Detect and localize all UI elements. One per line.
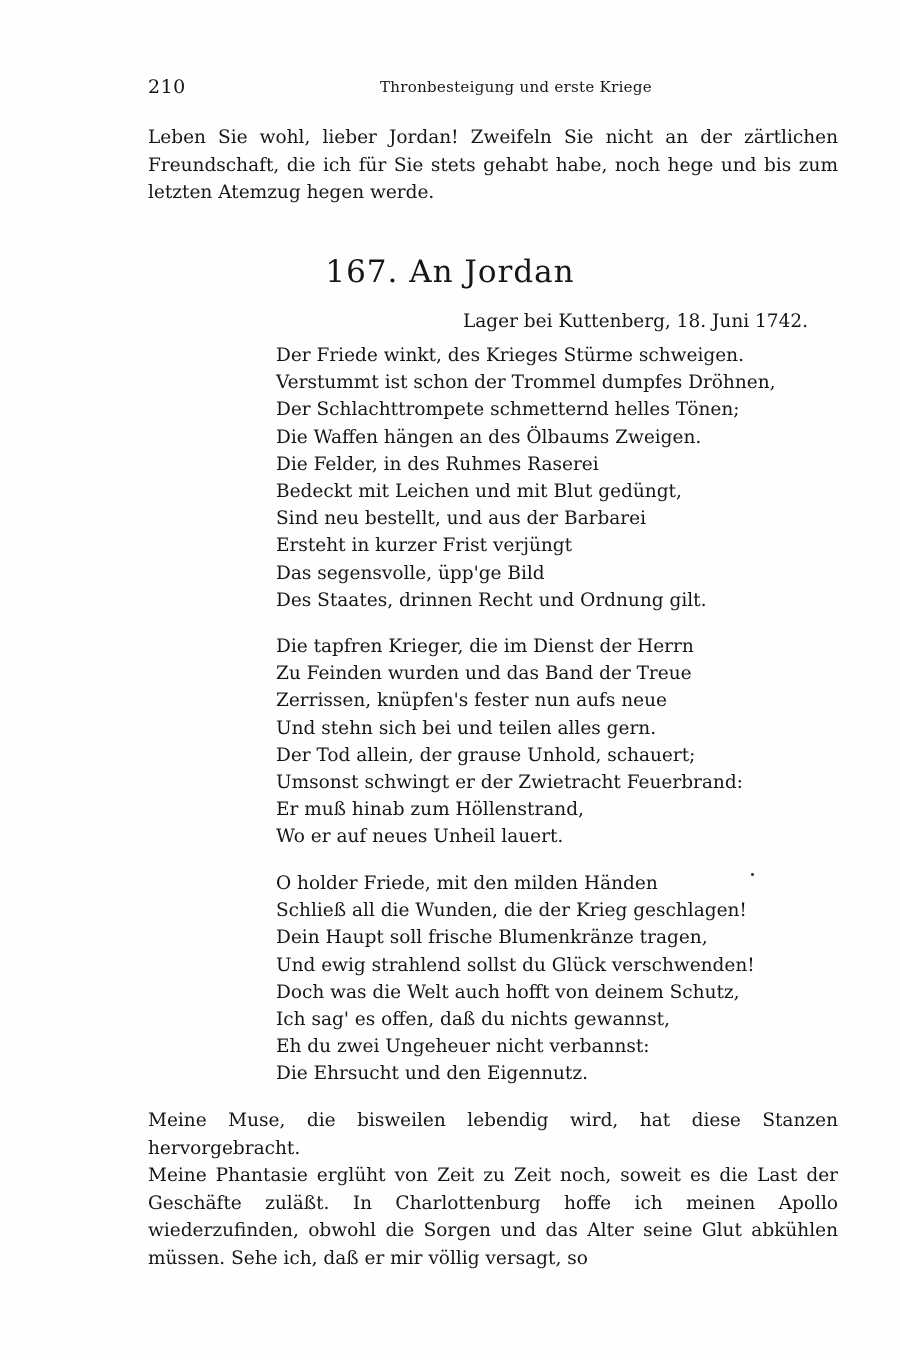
poem-line: O holder Friede, mit den milden Händen <box>276 873 658 894</box>
poem-stanza-3 <box>276 870 755 1088</box>
poem-line: Das segensvolle, üpp'ge Bild <box>276 562 545 584</box>
poem-line: Sind neu bestellt, und aus der Barbarei <box>276 508 647 530</box>
poem-line: Dein Haupt soll frische Blumenkränze tragen, <box>276 927 708 949</box>
poem-title: 167. An Jordan <box>325 254 575 290</box>
poem-line: Eh du zwei Ungeheuer nicht verbannst: <box>276 1036 650 1058</box>
poem-line: Der Schlachttrompete schmetternd helles Tönen; <box>276 399 740 421</box>
poem-line: Schließ all die Wunden, die der Krieg geschlagen! <box>276 900 747 922</box>
poem-line: Die Felder, in des Ruhmes Raserei <box>276 453 599 475</box>
poem-stanza-2 <box>276 633 743 851</box>
poem-line: Bedeckt mit Leichen und mit Blut gedüngt, <box>276 480 682 502</box>
poem-line: Des Staates, drinnen Recht und Ordnung gilt. <box>276 589 707 611</box>
opening-paragraph: Leben Sie wohl, lieber Jordan! Zweifeln Sie nicht an der zärtlichen Freundschaft, die ich für Sie stets gehabt habe, noch hege und bis zum letzten Atemzug hegen werde. <box>148 127 838 203</box>
poem-line: Die tapfren Krieger, die im Dienst der Herrn <box>276 636 694 657</box>
poem-line: Die Ehrsucht und den Eigennutz. <box>276 1063 588 1085</box>
poem-line: Die Waffen hängen an des Ölbaums Zweigen. <box>276 426 702 448</box>
poem-line: Und stehn sich bei und teilen alles gern. <box>276 717 657 739</box>
closing-paragraph-first-line: Meine Muse, die bisweilen lebendig wird, hat diese Stanzen hervorgebracht. <box>148 1110 838 1159</box>
poem-line: Umsonst schwingt er der Zwietracht Feuerbrand: <box>276 771 743 793</box>
running-header <box>148 76 834 100</box>
poem-line: Er muß hinab zum Höllenstrand, <box>276 799 584 821</box>
closing-paragraph-rest: Meine Phantasie erglüht von Zeit zu Zeit noch, soweit es die Last der Geschäfte zuläßt. In Charlottenburg hoffe ich meinen Apollo wiederzufinden, obwohl die Sorgen und das Alter seine Glut abkühlen müssen. Sehe ich, daß er mir völlig versagt, so <box>148 1165 838 1269</box>
poem-line: Ich sag' es offen, daß du nichts gewannst, <box>276 1008 670 1030</box>
poem-dateline: Lager bei Kuttenberg, 18. Juni 1742. <box>462 311 808 332</box>
poem-line: Der Tod allein, der grause Unhold, schauert; <box>276 744 696 766</box>
running-title: Thronbesteigung und erste Kriege <box>380 78 652 96</box>
poem-line: Der Friede winkt, des Krieges Stürme schweigen. <box>276 345 744 366</box>
poem-line: Verstummt ist schon der Trommel dumpfes Dröhnen, <box>276 372 776 394</box>
closing-paragraph <box>148 1107 838 1272</box>
poem-line: Wo er auf neues Unheil lauert. <box>276 826 564 848</box>
poem-line: Doch was die Welt auch hofft von deinem Schutz, <box>276 981 740 1003</box>
page-number: 210 <box>148 76 186 98</box>
poem-stanza-1 <box>276 342 776 614</box>
poem-line: Zu Feinden wurden und das Band der Treue <box>276 663 692 685</box>
poem-line: Ersteht in kurzer Frist verjüngt <box>276 535 573 557</box>
poem-line: Und ewig strahlend sollst du Glück verschwenden! <box>276 954 755 976</box>
poem-line: Zerrissen, knüpfen's fester nun aufs neue <box>276 690 667 712</box>
